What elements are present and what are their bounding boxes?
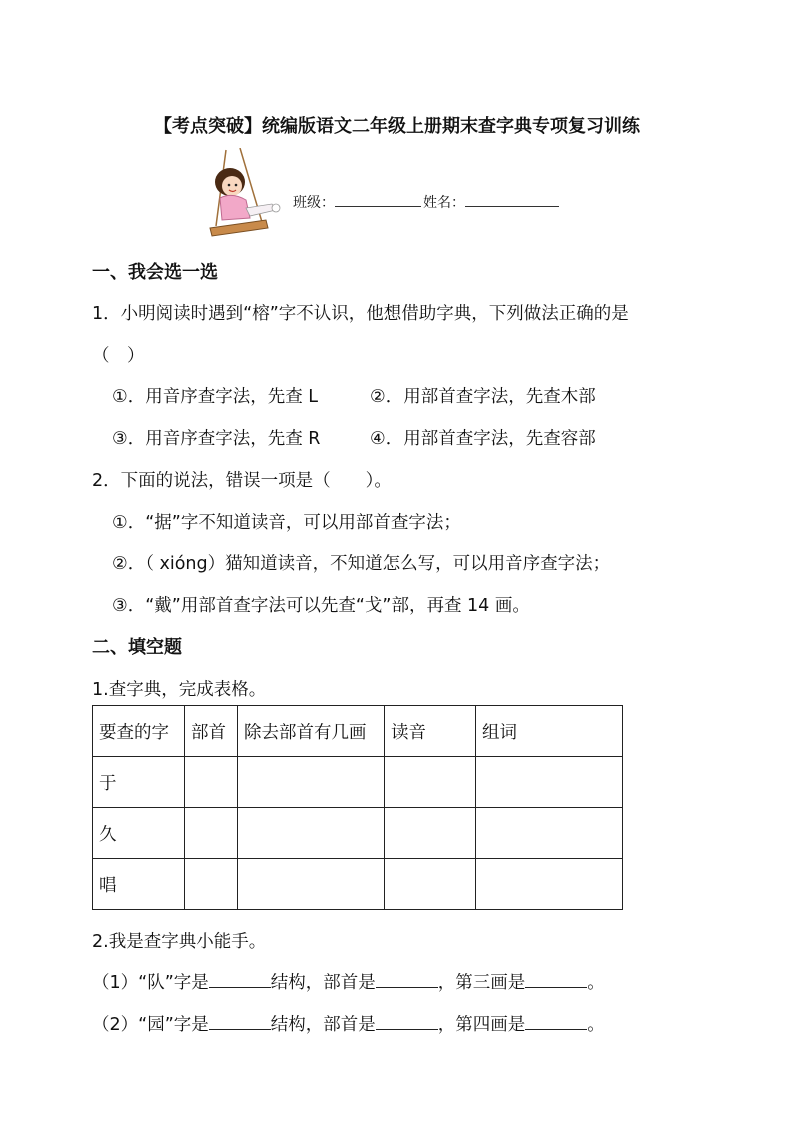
table-header: 部首 — [185, 706, 238, 757]
class-field[interactable] — [293, 192, 421, 212]
fill-line-1 — [92, 969, 605, 994]
girl-on-swing-illustration — [196, 148, 286, 240]
table-cell-blank[interactable] — [476, 859, 623, 910]
table-cell-blank[interactable] — [385, 859, 476, 910]
fill-line-text: ，第三画是 — [437, 973, 526, 993]
table-cell-blank[interactable] — [185, 757, 238, 808]
fill-line-char: “队”字是 — [138, 973, 209, 993]
table-cell-character: 唱 — [93, 859, 185, 910]
question-2-text: 2．下面的说法，错误一项是（ ）。 — [92, 471, 392, 491]
table-row — [93, 808, 623, 859]
fill-line-end: 。 — [587, 973, 605, 993]
table-cell-character: 于 — [93, 757, 185, 808]
table-cell-blank[interactable] — [238, 757, 385, 808]
name-label: 姓名： — [423, 195, 465, 211]
dictionary-table — [92, 705, 623, 910]
stroke-blank[interactable] — [525, 1013, 587, 1030]
question-1-answer-paren[interactable]: （ ） — [92, 346, 145, 366]
question-2-option-1[interactable]: ①．“据”字不知道读音，可以用部首查字法； — [112, 513, 461, 533]
radical-blank[interactable] — [376, 971, 438, 988]
question-1-option-2[interactable]: ②．用部首查字法，先查木部 — [370, 387, 596, 407]
stroke-blank[interactable] — [525, 971, 587, 988]
fill-line-2 — [92, 1011, 605, 1036]
page-title: 【考点突破】统编版语文二年级上册期末查字典专项复习训练 — [154, 116, 640, 137]
table-cell-blank[interactable] — [185, 808, 238, 859]
fill-line-text: ，第四画是 — [437, 1015, 526, 1035]
question-1-text: 1．小明阅读时遇到“榕”字不认识，他想借助字典，下列做法正确的是 — [92, 304, 629, 324]
class-label: 班级： — [293, 195, 335, 211]
radical-blank[interactable] — [376, 1013, 438, 1030]
fill-line-end: 。 — [587, 1015, 605, 1035]
section-2-heading: 二、填空题 — [92, 637, 182, 658]
table-header: 组词 — [476, 706, 623, 757]
table-cell-blank[interactable] — [385, 757, 476, 808]
fill-line-text: 结构，部首是 — [270, 1015, 376, 1035]
table-header: 除去部首有几画 — [238, 706, 385, 757]
fill-line-char: “园”字是 — [138, 1015, 209, 1035]
table-header-row — [93, 706, 623, 757]
question-2-option-2[interactable]: ②．（ xióng）猫知道读音，不知道怎么写，可以用音序查字法； — [112, 554, 611, 574]
table-cell-blank[interactable] — [238, 859, 385, 910]
table-cell-blank[interactable] — [185, 859, 238, 910]
table-cell-blank[interactable] — [476, 808, 623, 859]
table-header: 要查的字 — [93, 706, 185, 757]
question-1-option-1[interactable]: ①．用音序查字法，先查 L — [112, 387, 319, 407]
structure-blank[interactable] — [209, 1013, 271, 1030]
question-2-option-3[interactable]: ③．“戴”用部首查字法可以先查“戈”部，再查 14 画。 — [112, 596, 530, 616]
fill-line-number: （2） — [92, 1015, 139, 1035]
section-1-heading: 一、我会选一选 — [92, 262, 218, 283]
table-row — [93, 859, 623, 910]
table-cell-blank[interactable] — [238, 808, 385, 859]
table-header: 读音 — [385, 706, 476, 757]
name-field[interactable] — [423, 192, 559, 212]
table-cell-character: 久 — [93, 808, 185, 859]
fill-line-number: （1） — [92, 973, 139, 993]
fill-question-1-text: 1.查字典，完成表格。 — [92, 680, 267, 700]
name-blank[interactable] — [465, 192, 559, 207]
fill-line-text: 结构，部首是 — [270, 973, 376, 993]
structure-blank[interactable] — [209, 971, 271, 988]
table-cell-blank[interactable] — [476, 757, 623, 808]
table-row — [93, 757, 623, 808]
question-1-option-4[interactable]: ④．用部首查字法，先查容部 — [370, 429, 596, 449]
fill-question-2-text: 2.我是查字典小能手。 — [92, 932, 267, 952]
class-blank[interactable] — [335, 192, 421, 207]
table-cell-blank[interactable] — [385, 808, 476, 859]
question-1-option-3[interactable]: ③．用音序查字法，先查 R — [112, 429, 321, 449]
